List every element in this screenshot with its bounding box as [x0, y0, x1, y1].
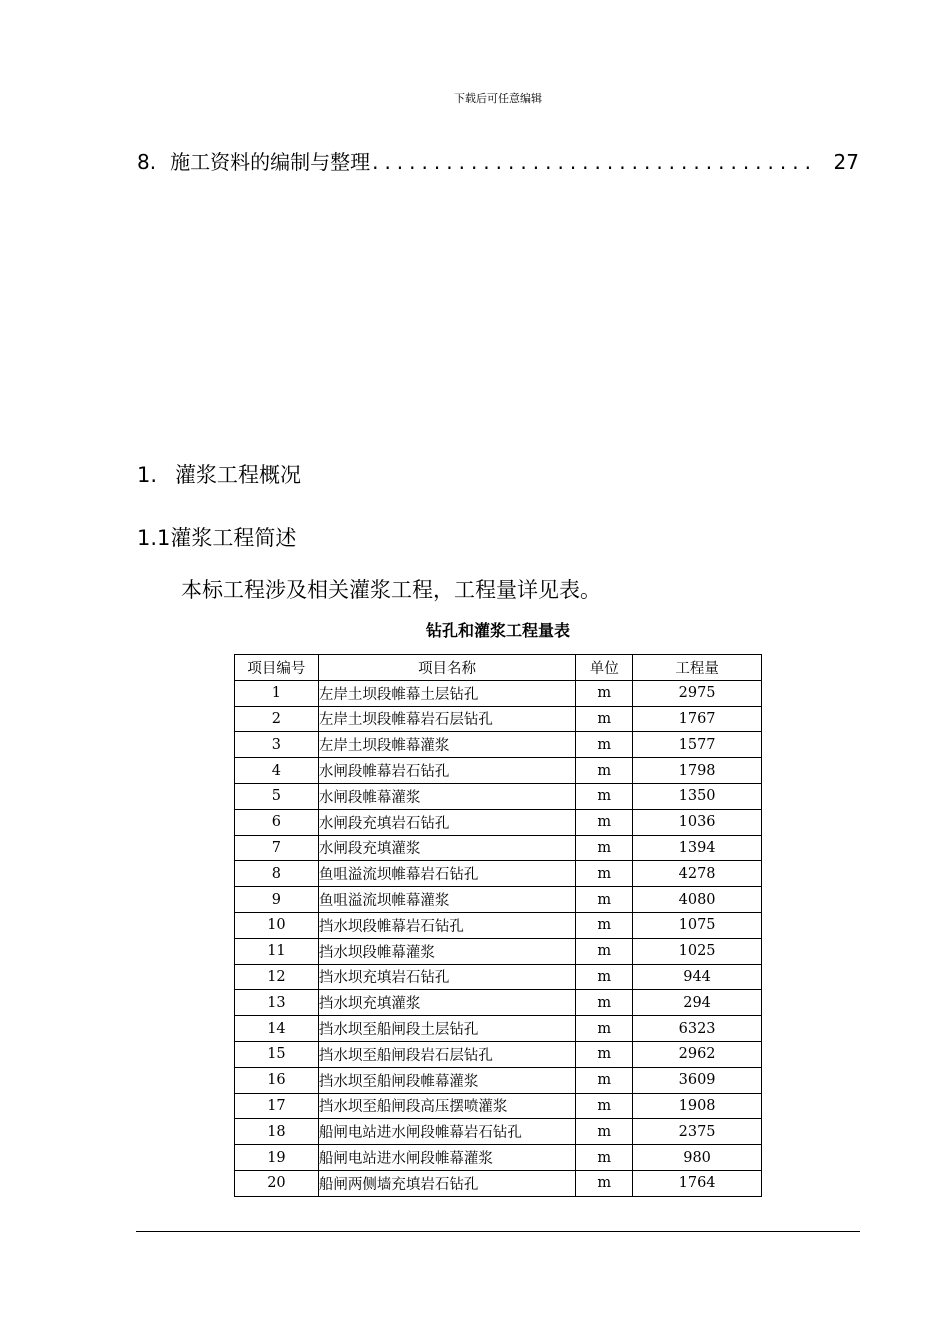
cell-quantity: 4278 [633, 861, 762, 887]
cell-item-number: 7 [235, 835, 319, 861]
table-row [235, 1016, 762, 1042]
section-number: 1. [137, 463, 158, 487]
cell-quantity: 3609 [633, 1067, 762, 1093]
cell-item-name: 挡水坝至船闸段岩石层钻孔 [318, 1041, 575, 1067]
table-header-row [235, 655, 762, 681]
header-quantity: 工程量 [633, 655, 762, 681]
cell-quantity: 1394 [633, 835, 762, 861]
table-row [235, 990, 762, 1016]
cell-item-number: 18 [235, 1119, 319, 1145]
cell-unit: m [576, 990, 633, 1016]
table-row [235, 912, 762, 938]
toc-page-number: 27 [833, 150, 859, 174]
cell-quantity: 2975 [633, 680, 762, 706]
table-body [235, 680, 762, 1196]
footer-divider [136, 1231, 860, 1232]
cell-item-name: 水闸段充填岩石钻孔 [318, 809, 575, 835]
cell-quantity: 1764 [633, 1170, 762, 1196]
cell-quantity: 1577 [633, 732, 762, 758]
cell-item-name: 鱼咀溢流坝帷幕岩石钻孔 [318, 861, 575, 887]
cell-item-name: 水闸段帷幕岩石钻孔 [318, 758, 575, 784]
cell-unit: m [576, 964, 633, 990]
cell-item-name: 左岸土坝段帷幕岩石层钻孔 [318, 706, 575, 732]
table-row [235, 887, 762, 913]
table-row [235, 1041, 762, 1067]
cell-item-name: 挡水坝至船闸段土层钻孔 [318, 1016, 575, 1042]
cell-item-number: 11 [235, 938, 319, 964]
cell-item-number: 19 [235, 1145, 319, 1171]
cell-item-number: 9 [235, 887, 319, 913]
cell-quantity: 1036 [633, 809, 762, 835]
cell-quantity: 1908 [633, 1093, 762, 1119]
cell-item-number: 20 [235, 1170, 319, 1196]
cell-item-name: 水闸段帷幕灌浆 [318, 783, 575, 809]
cell-item-number: 4 [235, 758, 319, 784]
cell-item-number: 8 [235, 861, 319, 887]
cell-quantity: 980 [633, 1145, 762, 1171]
cell-item-number: 14 [235, 1016, 319, 1042]
cell-unit: m [576, 887, 633, 913]
cell-quantity: 6323 [633, 1016, 762, 1042]
cell-item-number: 16 [235, 1067, 319, 1093]
cell-item-name: 水闸段充填灌浆 [318, 835, 575, 861]
quantity-table [234, 654, 762, 1197]
cell-item-number: 10 [235, 912, 319, 938]
header-item-number: 项目编号 [235, 655, 319, 681]
toc-dot-leader: .................................... [372, 150, 817, 174]
cell-item-number: 2 [235, 706, 319, 732]
cell-item-number: 3 [235, 732, 319, 758]
cell-unit: m [576, 938, 633, 964]
cell-item-number: 17 [235, 1093, 319, 1119]
table-row [235, 1145, 762, 1171]
cell-item-name: 左岸土坝段帷幕土层钻孔 [318, 680, 575, 706]
table-row [235, 732, 762, 758]
page-header-note: 下载后可任意编辑 [454, 92, 542, 105]
table-caption: 钻孔和灌浆工程量表 [425, 621, 570, 640]
cell-item-name: 左岸土坝段帷幕灌浆 [318, 732, 575, 758]
cell-unit: m [576, 1067, 633, 1093]
cell-unit: m [576, 912, 633, 938]
cell-unit: m [576, 1170, 633, 1196]
table-row [235, 861, 762, 887]
cell-quantity: 944 [633, 964, 762, 990]
table-row [235, 1119, 762, 1145]
table-row [235, 706, 762, 732]
cell-unit: m [576, 680, 633, 706]
cell-item-name: 挡水坝充填灌浆 [318, 990, 575, 1016]
table-row [235, 1170, 762, 1196]
header-unit: 单位 [576, 655, 633, 681]
cell-quantity: 1767 [633, 706, 762, 732]
cell-unit: m [576, 783, 633, 809]
toc-entry[interactable] [137, 146, 859, 174]
header-item-name: 项目名称 [318, 655, 575, 681]
cell-item-number: 5 [235, 783, 319, 809]
table-row [235, 758, 762, 784]
cell-unit: m [576, 706, 633, 732]
cell-unit: m [576, 1119, 633, 1145]
cell-item-name: 挡水坝充填岩石钻孔 [318, 964, 575, 990]
cell-quantity: 1350 [633, 783, 762, 809]
section-heading-1 [137, 459, 301, 489]
cell-item-number: 6 [235, 809, 319, 835]
table-row [235, 809, 762, 835]
cell-item-name: 船闸电站进水闸段帷幕灌浆 [318, 1145, 575, 1171]
cell-quantity: 2962 [633, 1041, 762, 1067]
cell-item-number: 1 [235, 680, 319, 706]
table-row [235, 680, 762, 706]
cell-quantity: 4080 [633, 887, 762, 913]
cell-item-name: 鱼咀溢流坝帷幕灌浆 [318, 887, 575, 913]
cell-quantity: 1798 [633, 758, 762, 784]
cell-item-name: 船闸电站进水闸段帷幕岩石钻孔 [318, 1119, 575, 1145]
toc-entry-title: 施工资料的编制与整理 [170, 150, 371, 174]
cell-item-name: 挡水坝至船闸段帷幕灌浆 [318, 1067, 575, 1093]
cell-unit: m [576, 861, 633, 887]
table-row [235, 835, 762, 861]
cell-unit: m [576, 1016, 633, 1042]
cell-unit: m [576, 835, 633, 861]
cell-unit: m [576, 809, 633, 835]
cell-item-name: 挡水坝段帷幕灌浆 [318, 938, 575, 964]
cell-item-name: 挡水坝段帷幕岩石钻孔 [318, 912, 575, 938]
table-row [235, 783, 762, 809]
cell-unit: m [576, 1093, 633, 1119]
cell-quantity: 2375 [633, 1119, 762, 1145]
subsection-heading: 1.1灌浆工程简述 [137, 526, 297, 550]
section-title: 灌浆工程概况 [175, 463, 302, 487]
cell-unit: m [576, 1041, 633, 1067]
cell-item-name: 挡水坝至船闸段高压摆喷灌浆 [318, 1093, 575, 1119]
table-row [235, 964, 762, 990]
table-row [235, 1093, 762, 1119]
cell-quantity: 294 [633, 990, 762, 1016]
cell-item-number: 13 [235, 990, 319, 1016]
cell-quantity: 1025 [633, 938, 762, 964]
table-row [235, 1067, 762, 1093]
cell-unit: m [576, 758, 633, 784]
cell-item-number: 12 [235, 964, 319, 990]
cell-unit: m [576, 732, 633, 758]
cell-item-name: 船闸两侧墙充填岩石钻孔 [318, 1170, 575, 1196]
cell-quantity: 1075 [633, 912, 762, 938]
cell-item-number: 15 [235, 1041, 319, 1067]
cell-unit: m [576, 1145, 633, 1171]
toc-entry-number: 8. [137, 150, 157, 174]
table-row [235, 938, 762, 964]
body-paragraph: 本标工程涉及相关灌浆工程，工程量详见表。 [181, 578, 601, 602]
